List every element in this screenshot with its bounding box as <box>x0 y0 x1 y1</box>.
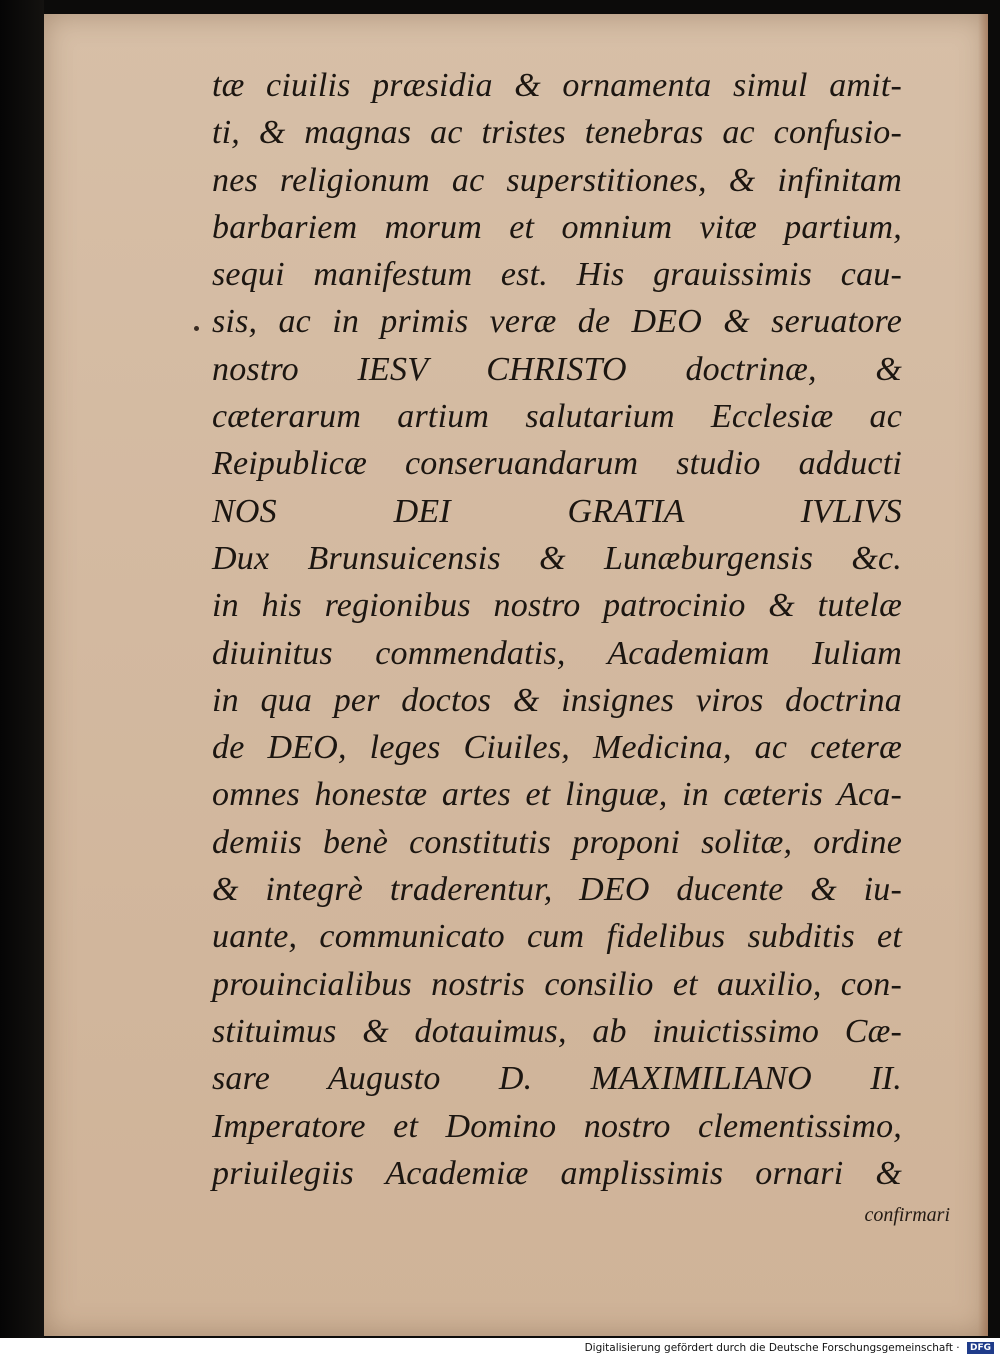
text-line: ti, & magnas ac tristes tenebras ac confusio- <box>212 114 902 152</box>
text-line: in qua per doctos & insignes viros doctrina <box>212 681 902 719</box>
text-line: stituimus & dotauimus, ab inuictissimo Cæ- <box>212 1012 902 1050</box>
text-line: in his regionibus nostro patrocinio & tutelæ <box>212 587 902 625</box>
text-line: & integrè traderentur, DEO ducente & iu- <box>212 871 902 909</box>
page-edge <box>978 14 988 1336</box>
text-line: Dux Brunsuicensis & Lunæburgensis &c. <box>212 539 902 577</box>
page-text <box>212 62 902 1197</box>
text-line: Reipublicæ conseruandarum studio adducti <box>212 445 902 483</box>
text-line: nostro IESV CHRISTO doctrinæ, & <box>212 350 902 388</box>
text-line: Imperatore et Domino nostro clementissimo, <box>212 1107 902 1145</box>
text-line: sis, ac in primis veræ de DEO & seruatore <box>212 303 902 341</box>
text-line: diuinitus commendatis, Academiam Iuliam <box>212 634 902 672</box>
text-line: omnes honestæ artes et linguæ, in cæteris Aca- <box>212 776 902 814</box>
text-line: barbariem morum et omnium vitæ partium, <box>212 208 902 246</box>
text-line: priuilegiis Academiæ amplissimis ornari & <box>212 1154 902 1192</box>
text-line: uante, communicato cum fidelibus subditis et <box>212 918 902 956</box>
margin-mark <box>194 326 199 331</box>
text-line: nes religionum ac superstitiones, & infinitam <box>212 161 902 199</box>
text-line: prouincialibus nostris consilio et auxilio, con- <box>212 965 902 1003</box>
text-line: NOS DEI GRATIA IVLIVS <box>212 492 902 530</box>
text-line: tæ ciuilis præsidia & ornamenta simul amit- <box>212 67 902 104</box>
binding-shadow <box>0 0 44 1338</box>
text-line: demiis benè constitutis proponi solitæ, ordine <box>212 823 902 861</box>
text-line: de DEO, leges Ciuiles, Medicina, ac ceteræ <box>212 729 902 767</box>
text-line: cæterarum artium salutarium Ecclesiæ ac <box>212 398 902 436</box>
catchword: confirmari <box>864 1204 950 1226</box>
dfg-logo: DFG <box>967 1342 994 1354</box>
text-line: sare Augusto D. MAXIMILIANO II. <box>212 1060 902 1098</box>
text-line: sequi manifestum est. His grauissimis cau- <box>212 256 902 294</box>
credit-text: Digitalisierung gefördert durch die Deutsche Forschungsgemeinschaft · <box>584 1342 960 1354</box>
digitization-credit <box>0 1340 994 1356</box>
